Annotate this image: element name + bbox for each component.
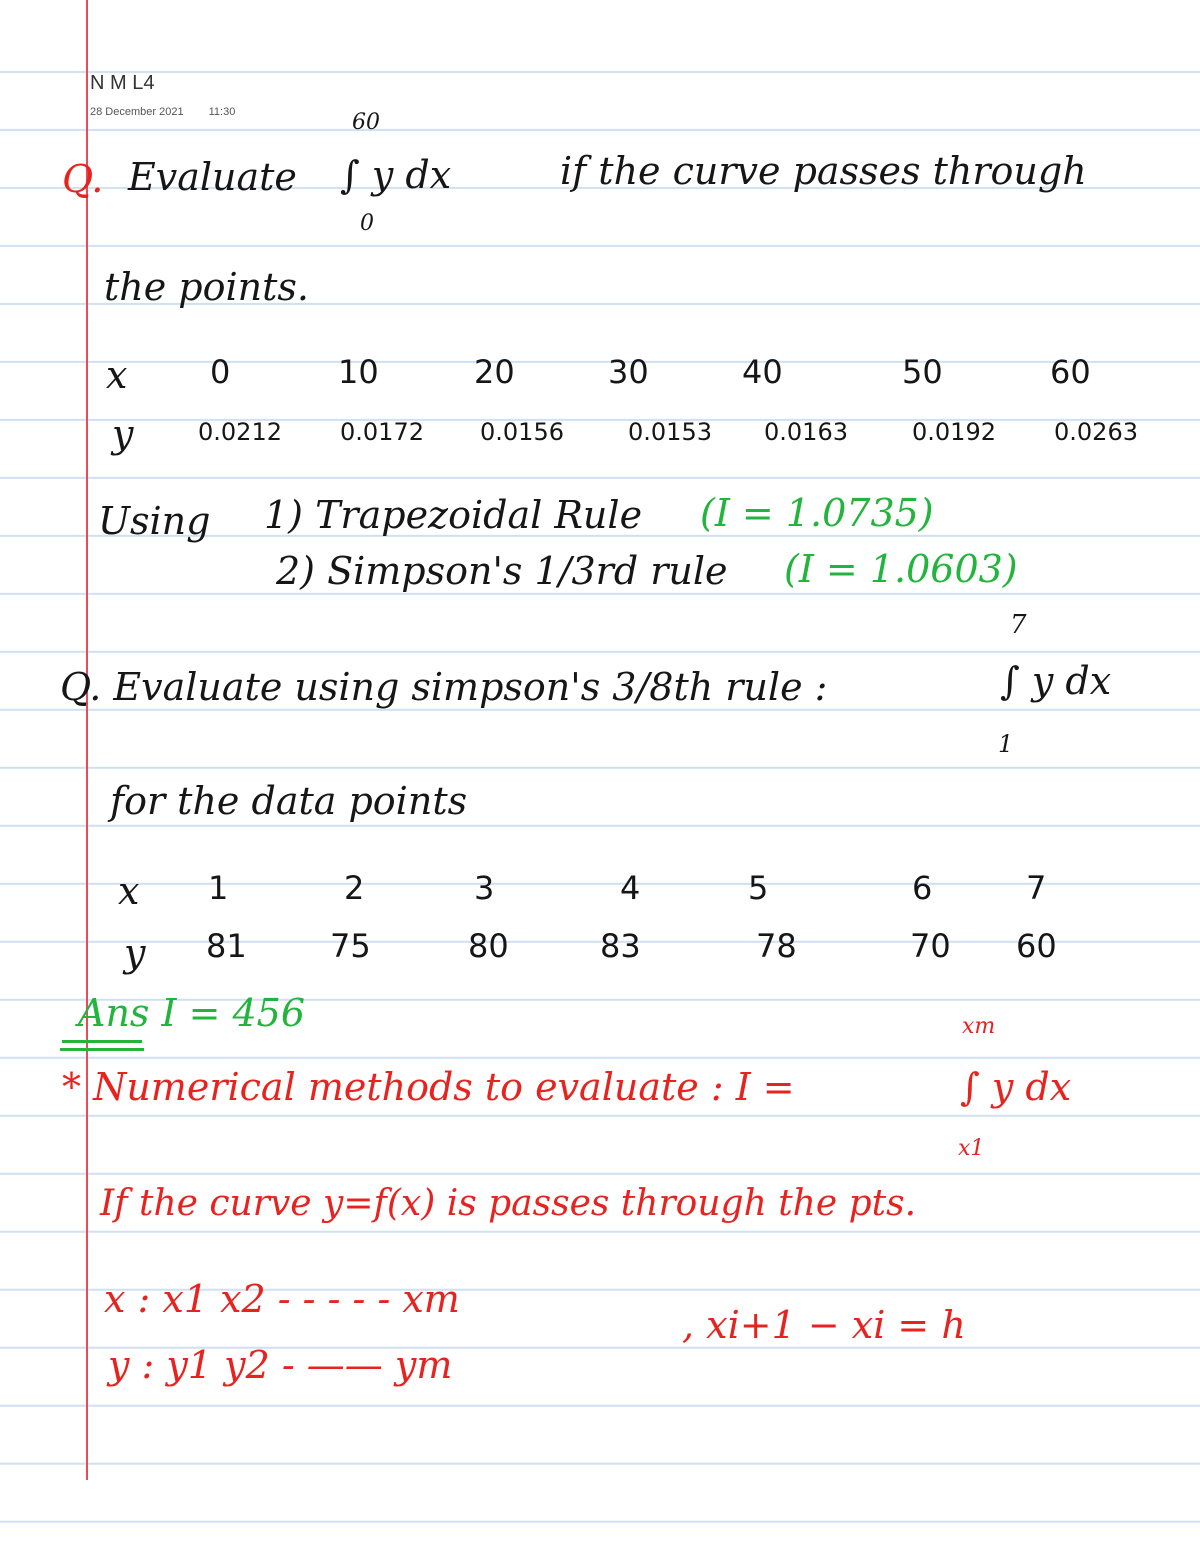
q1-y-value-4: 0.0163 — [764, 418, 848, 446]
page-title: N M L4 — [90, 72, 155, 94]
q1-method1-answer: (I = 1.0735) — [700, 491, 934, 535]
q1-label: Q. — [62, 157, 104, 201]
q1-using-label: Using — [98, 499, 211, 543]
answer-underline-1 — [62, 1040, 142, 1043]
q1-x-value-2: 20 — [474, 353, 515, 391]
notes-x-row: x : x1 x2 - - - - - xm — [104, 1277, 460, 1321]
q1-y-label: y — [112, 412, 134, 456]
q1-x-value-5: 50 — [902, 353, 943, 391]
q2-integral-upper: 7 — [1010, 610, 1027, 640]
q1-y-value-6: 0.0263 — [1054, 418, 1138, 446]
q1-x-value-4: 40 — [742, 353, 783, 391]
q2-line2: for the data points — [110, 779, 468, 823]
notes-integral: ∫ y dx — [960, 1065, 1072, 1109]
q2-y-value-0: 81 — [206, 927, 247, 965]
q2-y-value-6: 60 — [1016, 927, 1057, 965]
q2-x-value-4: 5 — [748, 869, 769, 907]
q1-y-value-1: 0.0172 — [340, 418, 424, 446]
q2-y-value-5: 70 — [910, 927, 951, 965]
q1-x-value-6: 60 — [1050, 353, 1091, 391]
q1-integral-lower: 0 — [360, 211, 374, 236]
q1-y-value-0: 0.0212 — [198, 418, 282, 446]
q1-method2: 2) Simpson's 1/3rd rule — [276, 549, 728, 593]
page-time: 11:30 — [208, 106, 236, 118]
q1-integral: ∫ y dx — [340, 153, 452, 197]
q1-y-value-2: 0.0156 — [480, 418, 564, 446]
answer-underline-2 — [60, 1048, 144, 1051]
q1-text: Evaluate — [128, 155, 297, 199]
notes-y-row: y : y1 y2 - —— ym — [108, 1343, 453, 1387]
q2-answer: Ans I = 456 — [78, 991, 306, 1035]
q2-x-value-6: 7 — [1026, 869, 1047, 907]
q2-x-value-3: 4 — [620, 869, 641, 907]
q2-x-value-1: 2 — [344, 869, 365, 907]
q2-y-value-4: 78 — [756, 927, 797, 965]
margin-line — [86, 0, 88, 1480]
notes-spacing: , xi+1 − xi = h — [682, 1303, 966, 1347]
page-meta — [90, 107, 257, 118]
q2-integral: ∫ y dx — [1000, 659, 1112, 703]
q1-x-label: x — [106, 353, 128, 397]
q2-x-value-5: 6 — [912, 869, 933, 907]
notes-integral-lower: x1 — [958, 1136, 985, 1161]
q1-y-value-5: 0.0192 — [912, 418, 996, 446]
q1-x-value-3: 30 — [608, 353, 649, 391]
q1-method1: 1) Trapezoidal Rule — [264, 493, 643, 537]
q1-y-value-3: 0.0153 — [628, 418, 712, 446]
q2-integral-lower: 1 — [998, 730, 1014, 758]
q2-y-value-3: 83 — [600, 927, 641, 965]
q2-x-value-0: 1 — [208, 869, 229, 907]
q2-y-value-1: 75 — [330, 927, 371, 965]
q2-y-label: y — [124, 931, 146, 975]
q1-x-value-0: 0 — [210, 353, 231, 391]
notes-line1: If the curve y=f(x) is passes through the pts. — [100, 1183, 917, 1224]
q2-x-value-2: 3 — [474, 869, 495, 907]
notes-integral-upper: xm — [962, 1014, 996, 1039]
page-date: 28 December 2021 — [90, 106, 184, 118]
q1-integral-upper: 60 — [352, 110, 380, 135]
q1-method2-answer: (I = 1.0603) — [784, 547, 1018, 591]
q1-text-rest: if the curve passes through — [560, 149, 1087, 193]
q2-y-value-2: 80 — [468, 927, 509, 965]
q2-x-label: x — [118, 869, 140, 913]
q1-x-value-1: 10 — [338, 353, 379, 391]
notes-heading: * Numerical methods to evaluate : I = — [62, 1065, 795, 1109]
q2-text: Q. Evaluate using simpson's 3/8th rule : — [60, 665, 828, 709]
q1-line2: the points. — [104, 265, 309, 309]
